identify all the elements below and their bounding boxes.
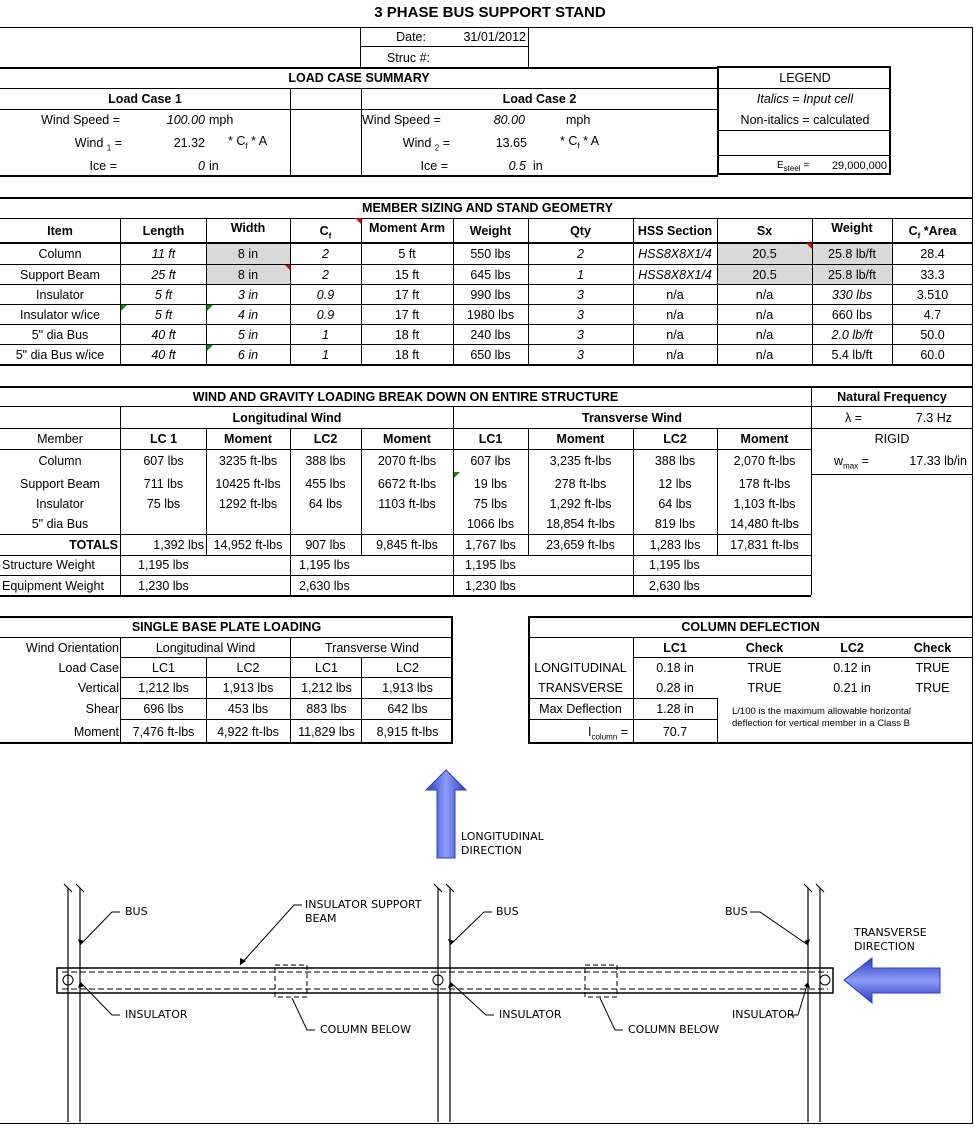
wmax-label: $w_{max}$ = — [834, 454, 869, 471]
load-case-label: Load Case — [58, 661, 119, 675]
natural-frequency-title: Natural Frequency — [837, 390, 947, 404]
lc2-wind-speed-unit: mph — [566, 113, 591, 127]
lc2-ice-unit: in — [533, 159, 543, 173]
bp-lc: LC2 — [396, 661, 419, 675]
lc2-ice-label: Ice = — [420, 159, 448, 173]
column-below — [275, 965, 307, 997]
longitudinal-label: LONGITUDINAL — [461, 830, 544, 843]
load-case-summary-title: LOAD CASE SUMMARY — [288, 71, 430, 85]
plan-diagram-svg — [0, 760, 972, 1126]
lc1-wind-unit: * $C_f$ * A — [228, 134, 268, 151]
lc1-title: Load Case 1 — [108, 92, 182, 106]
lc1-wind-speed-unit: mph — [209, 113, 234, 127]
transverse-label: TRANSVERSE — [854, 926, 927, 939]
bus-label: BUS — [125, 905, 148, 918]
lc1-ice-unit: in — [209, 159, 219, 173]
max-deflection-value: 1.28 in — [656, 702, 694, 716]
date-value[interactable]: 31/01/2012 — [463, 30, 526, 44]
trans-wind-title: Transverse Wind — [582, 411, 682, 425]
esteel-value: 29,000,000 — [831, 160, 887, 172]
col-cf-area: $C_f$ *Area — [908, 224, 957, 241]
icolumn-value: 70.7 — [662, 725, 688, 739]
defl-header-check: Check — [913, 641, 952, 655]
bp-lc: LC1 — [152, 661, 175, 675]
lc1-wind-label: Wind $_1$ = — [74, 136, 122, 153]
wg-header-moment: Moment — [740, 432, 789, 446]
column-below-label: COLUMN BELOW — [628, 1023, 719, 1036]
insulator-label: INSULATOR — [499, 1008, 562, 1021]
lc1-wind-speed-value[interactable]: 100.00 — [166, 113, 205, 127]
insulator-label: INSULATOR — [732, 1008, 795, 1021]
wg-header-lc2: LC2 — [313, 432, 338, 446]
bp-lc: LC1 — [315, 661, 338, 675]
lc1-wind-value: 21.32 — [173, 136, 205, 150]
rigid-label: RIGID — [874, 432, 910, 446]
date-label: Date: — [396, 30, 426, 44]
col-item: Item — [47, 224, 73, 238]
transverse-label-2: DIRECTION — [854, 940, 915, 953]
lc2-ice-value[interactable]: 0.5 — [508, 159, 526, 173]
col-weight: Weight — [469, 224, 512, 238]
lambda-label: λ = — [845, 411, 863, 425]
col-moment-arm: Moment Arm — [369, 221, 445, 235]
lc2-wind-speed-value[interactable]: 80.00 — [493, 113, 525, 127]
bp-long-wind: Longitudinal Wind — [155, 641, 256, 655]
wg-header-lc1: LC 1 — [149, 432, 178, 446]
column-below — [585, 965, 617, 997]
transverse-arrow-icon — [844, 958, 940, 1003]
bp-lc: LC2 — [236, 661, 260, 675]
lambda-value: 7.3 Hz — [915, 411, 952, 425]
lc2-wind-unit: * $C_f$ * A — [560, 134, 600, 151]
lc1-ice-label: Ice = — [89, 159, 117, 173]
wind-orientation-label: Wind Orientation — [25, 641, 119, 655]
legend-non-italics: Non-italics = calculated — [740, 113, 870, 127]
support-beam-label-2: BEAM — [305, 912, 337, 925]
icolumn-label: $I_{column}$ = — [588, 725, 629, 742]
esteel-label: $E_{steel}$ = — [777, 160, 810, 173]
deflection-note-1: L/100 is the maximum allowable horizontal — [732, 706, 912, 717]
wg-header-moment: Moment — [224, 432, 272, 446]
long-wind-title: Longitudinal Wind — [232, 411, 342, 425]
max-deflection-label: Max Deflection — [539, 702, 622, 716]
page-title: 3 PHASE BUS SUPPORT STAND — [374, 4, 606, 21]
base-plate-title: SINGLE BASE PLATE LOADING — [131, 620, 322, 634]
legend-title: LEGEND — [779, 71, 831, 85]
bus-label: BUS — [725, 905, 748, 918]
col-hss: HSS Section — [637, 224, 713, 238]
wind-gravity-title: WIND AND GRAVITY LOADING BREAK DOWN ON ENTIRE STRUCTURE — [192, 390, 619, 404]
plan-diagram — [0, 760, 972, 1126]
deflection-title: COLUMN DEFLECTION — [681, 620, 820, 634]
defl-header-lc1: LC1 — [663, 641, 687, 655]
lc2-wind-speed-label: Wind Speed = — [362, 113, 441, 127]
col-width: Width — [230, 221, 266, 235]
lc1-wind-speed-label: Wind Speed = — [41, 113, 120, 127]
wg-header-moment: Moment — [383, 432, 431, 446]
lc2-wind-label: Wind $_2$ = — [402, 136, 450, 153]
insulator-label: INSULATOR — [125, 1008, 188, 1021]
col-sx: Sx — [756, 224, 773, 238]
lc2-title: Load Case 2 — [502, 92, 577, 106]
lc2-wind-value: 13.65 — [495, 136, 527, 150]
bp-trans-wind: Transverse Wind — [324, 641, 419, 655]
col-cf: $C_f$ — [319, 224, 332, 241]
col-qty: Qty — [570, 224, 591, 238]
wg-header-member: Member — [37, 432, 83, 446]
longitudinal-label-2: DIRECTION — [461, 844, 522, 857]
longitudinal-arrow-icon — [426, 770, 466, 858]
lc1-ice-value[interactable]: 0 — [198, 159, 205, 173]
defl-header-check: Check — [745, 641, 784, 655]
legend-italics: Italics = Input cell — [756, 92, 854, 106]
member-sizing-title: MEMBER SIZING AND STAND GEOMETRY — [362, 201, 613, 215]
wg-header-lc1: LC1 — [478, 432, 503, 446]
wg-header-moment: Moment — [556, 432, 605, 446]
struc-label: Struc #: — [386, 51, 430, 65]
wg-header-lc2: LC2 — [663, 432, 687, 446]
support-beam-label: INSULATOR SUPPORT — [305, 898, 422, 911]
col-length: Length — [142, 224, 185, 238]
bus-label: BUS — [496, 905, 519, 918]
col-weight2: Weight — [831, 221, 873, 235]
deflection-note-2: deflection for vertical member in a Class B — [732, 718, 910, 729]
defl-header-lc2: LC2 — [840, 641, 864, 655]
wmax-value: 17.33 lb/in — [909, 454, 967, 468]
column-below-label: COLUMN BELOW — [320, 1023, 411, 1036]
